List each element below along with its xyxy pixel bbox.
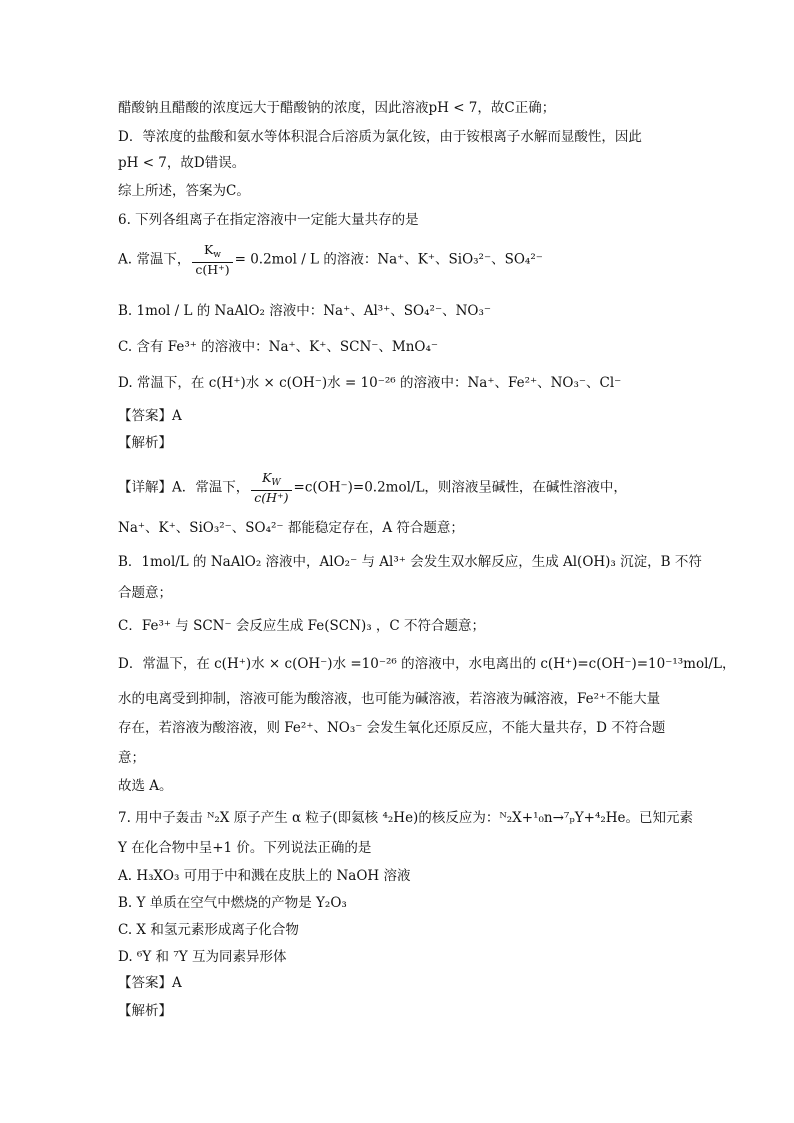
q6-detail-b2: 合题意； <box>118 585 172 601</box>
q6-option-a-suffix: = 0.2mol / L 的溶液：Na⁺、K⁺、SiO₃²⁻、SO₄²⁻ <box>234 251 543 268</box>
q7-option-b: B. Y 单质在空气中燃烧的产物是 Y₂O₃ <box>118 895 347 911</box>
fraction-denominator: c(H⁺) <box>195 262 230 277</box>
fraction-denominator: c(H⁺) <box>254 490 289 505</box>
fraction <box>192 243 232 277</box>
q7-option-d: D. ⁶Y 和 ⁷Y 互为同素异形体 <box>118 949 287 965</box>
question-6-stem: 6. 下列各组离子在指定溶液中一定能大量共存的是 <box>118 212 419 228</box>
fraction-numerator: K <box>203 242 214 257</box>
q6-analysis-label: 【解析】 <box>118 435 172 451</box>
q7-analysis-label: 【解析】 <box>118 1003 172 1019</box>
q6-detail-a <box>118 471 718 505</box>
q6-answer: 【答案】A <box>118 408 182 424</box>
q6-detail-b1: B．1mol/L 的 NaAlO₂ 溶液中，AlO₂⁻ 与 Al³⁺ 会发生双水解反应，生成 Al(OH)₃ 沉淀，B 不符 <box>118 554 702 570</box>
q6-detail-a-prefix: 【详解】A．常温下， <box>118 479 250 496</box>
q6-detail-c: C．Fe³⁺ 与 SCN⁻ 会反应生成 Fe(SCN)₃ ，C 不符合题意； <box>118 618 486 634</box>
q6-detail-d3: 存在，若溶液为酸溶液，则 Fe²⁺、NO₃⁻ 会发生氧化还原反应，不能大量共存，D 不符合题 <box>118 720 666 736</box>
q6-option-c: C. 含有 Fe³⁺ 的溶液中：Na⁺、K⁺、SCN⁻、MnO₄⁻ <box>118 339 439 355</box>
q6-option-b: B. 1mol / L 的 NaAlO₂ 溶液中：Na⁺、Al³⁺、SO₄²⁻、NO₃⁻ <box>118 303 491 319</box>
q6-detail-d2: 水的电离受到抑制，溶液可能为酸溶液，也可能为碱溶液，若溶液为碱溶液，Fe²⁺不能大量 <box>118 691 661 707</box>
q7-option-a: A. H₃XO₃ 可用于中和溅在皮肤上的 NaOH 溶液 <box>118 868 411 884</box>
q6-detail-a2: Na⁺、K⁺、SiO₃²⁻、SO₄²⁻ 都能稳定存在，A 符合题意； <box>118 520 464 536</box>
fraction <box>251 471 291 505</box>
q6-detail-a-suffix: =c(OH⁻)=0.2mol/L，则溶液呈碱性，在碱性溶液中， <box>293 479 627 496</box>
q7-option-c: C. X 和氢元素形成离子化合物 <box>118 922 299 938</box>
q6-conclusion: 故选 A。 <box>118 778 173 794</box>
question-7-stem-2: Y 在化合物中呈+1 价。下列说法正确的是 <box>118 840 372 856</box>
q7-answer: 【答案】A <box>118 975 182 991</box>
question-7-stem-1: 7. 用中子轰击 ᴺ₂X 原子产生 α 粒子(即氦核 ⁴₂He)的核反应为：ᴺ₂X+¹₀n→⁷ₚY+⁴₂He。已知元素 <box>118 810 694 826</box>
q6-option-a <box>118 243 718 277</box>
text-line: 醋酸钠且醋酸的浓度远大于醋酸钠的浓度，因此溶液pH < 7，故C正确； <box>118 100 556 116</box>
q6-detail-d1: D．常温下，在 c(H⁺)水 × c(OH⁻)水 =10⁻²⁶ 的溶液中，水电离出的 c(H⁺)=c(OH⁻)=10⁻¹³mol/L， <box>118 656 736 672</box>
fraction-numerator-sub: W <box>271 478 281 488</box>
text-line: 综上所述，答案为C。 <box>118 183 250 199</box>
q6-detail-d4: 意； <box>118 750 145 766</box>
text-line: D．等浓度的盐酸和氨水等体积混合后溶质为氯化铵，由于铵根离子水解而显酸性，因此 <box>118 129 642 145</box>
q6-option-a-prefix: A. 常温下， <box>118 251 191 268</box>
q6-option-d: D. 常温下，在 c(H⁺)水 × c(OH⁻)水 = 10⁻²⁶ 的溶液中：Na⁺、Fe²⁺、NO₃⁻、Cl⁻ <box>118 375 622 391</box>
fraction-numerator-sub: w <box>213 250 221 260</box>
fraction-numerator: K <box>262 470 272 485</box>
text-line: pH < 7，故D错误。 <box>118 155 246 171</box>
